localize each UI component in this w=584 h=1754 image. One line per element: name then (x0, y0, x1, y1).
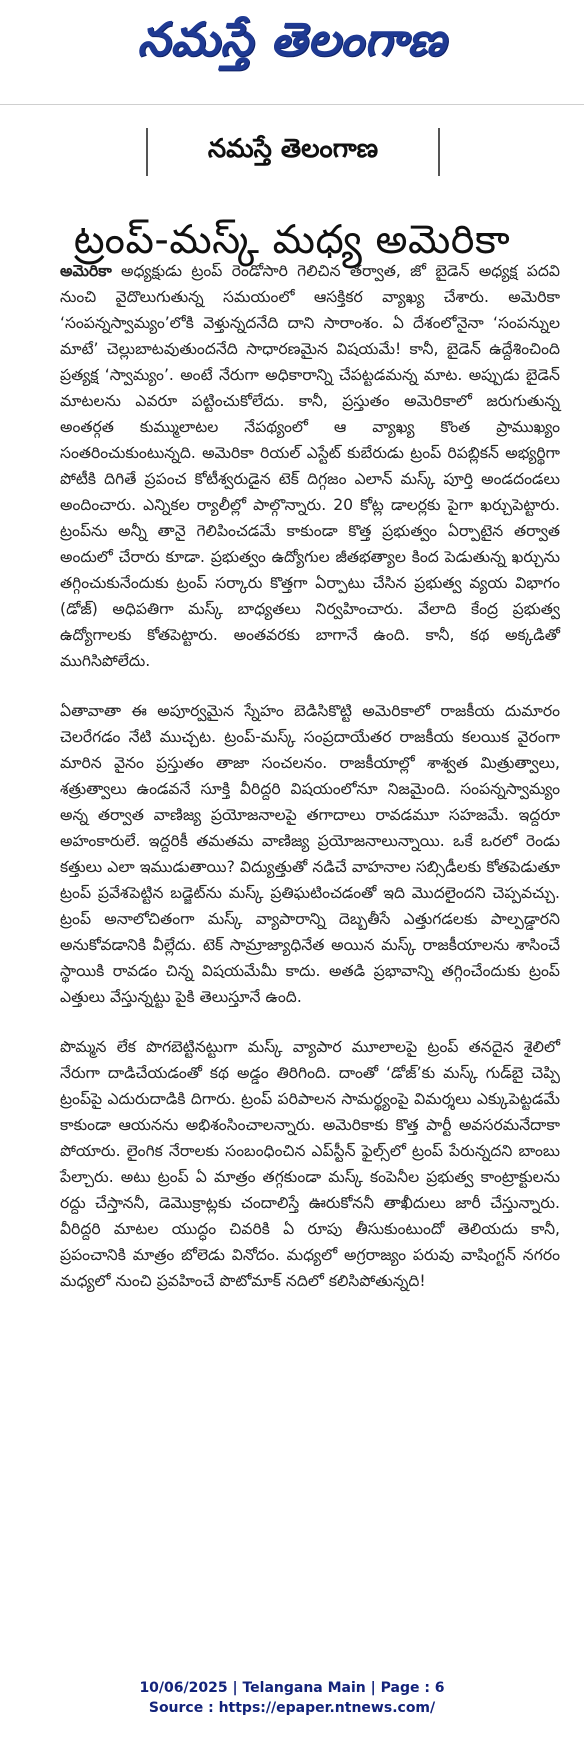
footer (0, 1678, 584, 1718)
paragraph-text: అధ్యక్షుడు ట్రంప్ రెండోసారి గెలిచిన తర్వాత, జో బైడెన్ అధ్యక్ష పదవి నుంచి వైదొలుగుతున్న సమయంలో ఆసక్తికర వ్యాఖ్య చేశారు. అమెరికా ‘సంపన్నస్వామ్యం’లోకి వెళ్తున్నదనేది దాని సారాంశం. ఏ దేశంలోనైనా ‘సంపన్నుల మాటే’ చెల్లుబాటవుతుందనేది సాధారణమైన విషయమే! కానీ, బైడెన్ ఉద్దేశించింది ప్రత్యక్ష ‘స్వామ్యం’. అంటే నేరుగా అధికారాన్ని చేపట్టడమన్న మాట. అప్పుడు బైడెన్ మాటలను ఎవరూ పట్టించుకోలేదు. కానీ, ప్రస్తుతం అమెరికాలో జరుగుతున్న అంతర్గత కుమ్ములాటల నేపథ్యంలో ఆ వ్యాఖ్య కొంత ప్రాముఖ్యం సంతరించుకుంటున్నది. అమెరికా రియల్ ఎస్టేట్ కుబేరుడు ట్రంప్ రిపబ్లికన్ అభ్యర్థిగా పోటీకి దిగితే ప్రపంచ కోటీశ్వరుడైన టెక్ దిగ్గజం ఎలాన్ మస్క్ పూర్తి అండదండలు అందించారు. ఎన్నికల ర్యాలీల్లో పాల్గొన్నారు. 20 కోట్ల డాలర్లకు పైగా ఖర్చుపెట్టారు. ట్రంప్‌ను అన్నీ తానై గెలిపించడమే కాకుండా కొత్త ప్రభుత్వం ఏర్పాటైన తర్వాత అందులో చేరారు కూడా. ప్రభుత్వం ఉద్యోగుల జీతభత్యాల కింద పెడుతున్న ఖర్చును తగ్గించుకునేందుకు ట్రంప్ సర్కారు కొత్తగా ఏర్పాటు చేసిన ప్రభుత్వ వ్యయ విభాగం (డోజ్) అధిపతిగా మస్క్ బాధ్యతలు నిర్వహించారు. వేలాది కేంద్ర ప్రభుత్వ ఉద్యోగాలకు కోతపెట్టారు. అంతవరకు బాగానే ఉంది. కానీ, కథ అక్కడితో ముగిసిపోలేదు. (60, 262, 560, 670)
article-headline: ట్రంప్-మస్క్ మధ్య అమెరికా (73, 216, 511, 263)
paper-name: నమస్తే తెలంగాణ (207, 134, 379, 164)
paragraph-text: పొమ్మన లేక పొగబెట్టినట్టుగా మస్క్ వ్యాపార మూలాలపై ట్రంప్ తనదైన శైలిలో నేరుగా దాడిచేయడంతో కథ అడ్డం తిరిగింది. దాంతో ‘డోజ్’కు మస్క్ గుడ్‌బై చెప్పి ట్రంప్‌పై ఎదురుదాడికి దిగారు. ట్రంప్ పరిపాలన సామర్థ్యంపై విమర్శలు ఎక్కుపెట్టడమే కాకుండా ఆయనను అభిశంసించాలన్నారు. అమెరికాకు కొత్త పార్టీ అవసరమనేదాకా పోయారు. లైంగిక నేరాలకు సంబంధించిన ఎప్‌స్టీన్ ఫైల్స్‌లో ట్రంప్ పేరున్నదని బాంబు పేల్చారు. అటు ట్రంప్ ఏ మాత్రం తగ్గకుండా మస్క్ కంపెనీల ప్రభుత్వ కాంట్రాక్టులను రద్దు చేస్తాననీ, డెమొక్రాట్లకు చందాలిస్తే ఊరుకోననీ తాఖీదులు జారీ చేస్తున్నారు. వీరిద్దరి మాటల యుద్ధం చివరికి ఏ రూపు తీసుకుంటుందో తెలియదు కానీ, ప్రపంచానికి మాత్రం బోలెడు వినోదం. మధ్యలో అగ్రరాజ్యం పరువు వాషింగ్టన్ నగరం మధ్యలో నుంచి ప్రవహించే పొటోమాక్ నదిలో కలిసిపోతున్నది! (60, 1038, 560, 1290)
masthead-logo: నమస్తే తెలంగాణ (137, 12, 447, 66)
paragraph-3 (60, 1034, 560, 1294)
paragraph-text: ఏతావాతా ఈ అపూర్వమైన స్నేహం బెడిసికొట్టి అమెరికాలో రాజకీయ దుమారం చెలరేగడం నేటి ముచ్చట. ట్రంప్-మస్క్ సంప్రదాయేతర రాజకీయ కలయిక వైరంగా మారిన వైనం ప్రస్తుతం తాజా సంచలనం. రాజకీయాల్లో శాశ్వత మిత్రుత్వాలు, శత్రుత్వాలు ఉండవనే సూక్తి వీరిద్దరి విషయంలోనూ నిజమైంది. సంపన్నస్వామ్యం అన్న తర్వాత వాణిజ్య ప్రయోజనాలపై తగాదాలు రావడమూ సహజమే. ఇద్దరూ అహంకారులే. ఇద్దరికీ తమతమ వాణిజ్య ప్రయోజనాలున్నాయి. ఒకే ఒరలో రెండు కత్తులు ఎలా ఇముడుతాయి? విద్యుత్తుతో నడిచే వాహనాల సబ్సిడీలకు కోతపెడుతూ ట్రంప్ ప్రవేశపెట్టిన బడ్జెట్‌ను మస్క్ ప్రతిఘటించడంతో ఇది మొదలైందని చెప్పవచ్చు. ట్రంప్ అనాలోచితంగా మస్క్ వ్యాపారాన్ని దెబ్బతీసే ఎత్తుగడలకు పాల్పడ్డారని అనుకోవడానికి వీల్లేదు. టెక్ సామ్రాజ్యాధినేత అయిన మస్క్ రాజకీయాలను శాసించే స్థాయికి రావడం చిన్న విషయమేమీ కాదు. అతడి ప్రభావాన్ని తగ్గించేందుకు ట్రంప్ ఎత్తులు వేస్తున్నట్టు పైకి తెలుస్తూనే ఉంది. (60, 702, 560, 1006)
masthead (0, 0, 584, 90)
paragraph-1 (60, 258, 560, 674)
paragraph-lead: అమెరికా (60, 262, 112, 280)
paragraph-2 (60, 698, 560, 1010)
article-body (60, 258, 560, 1294)
footer-date-page: 10/06/2025 | Telangana Main | Page : 6 (139, 1680, 445, 1696)
divider (0, 104, 584, 105)
footer-source: Source : https://epaper.ntnews.com/ (148, 1700, 436, 1716)
article-paper-name-frame (146, 128, 440, 176)
